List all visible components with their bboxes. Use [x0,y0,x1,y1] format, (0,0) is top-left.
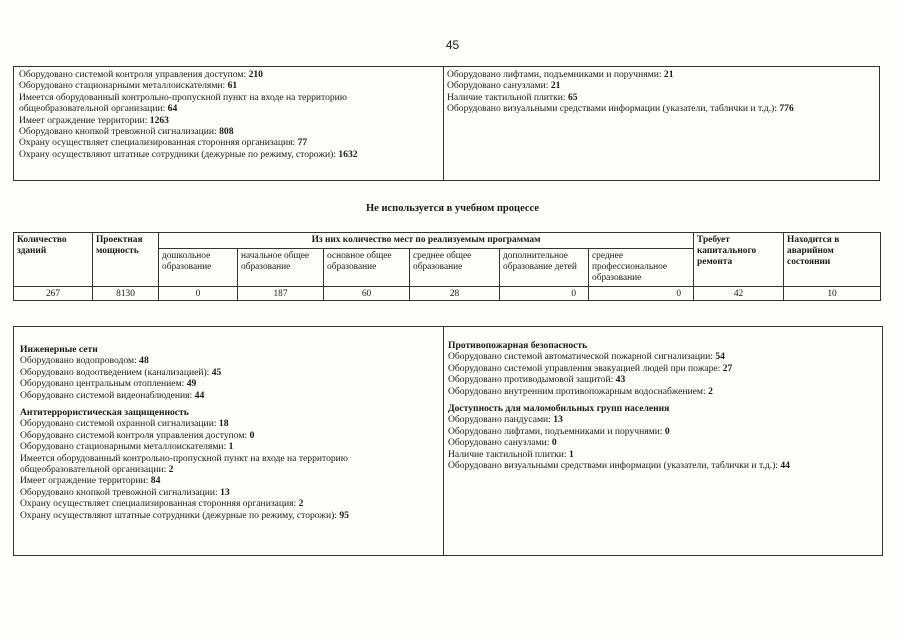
list-item: Оборудовано центральным отоплением: 49 [20,378,197,390]
column-header: Проектная мощность [93,233,159,287]
table-header-row [14,233,881,249]
list-item: Оборудовано стационарными металлоискателями: 61 [19,80,238,92]
column-header: дополнительное образование детей [500,249,589,287]
column-header: среднее профессиональное образование [589,249,694,287]
top-left-list [19,69,429,160]
list-item: Оборудовано противодымовой защитой: 43 [448,374,626,386]
list-item: Имеет ограждение территории: 84 [20,475,161,487]
table-cell: 0 [159,287,238,301]
list-item: Имеет ограждение территории: 1263 [19,114,169,126]
list-item: Оборудовано системой контроля управления доступом: 0 [20,429,255,441]
column-header: Требует капитального ремонта [694,233,784,287]
column-group-header: Из них количество мест по реализуемым программам [159,233,694,249]
column-header: Находится в аварийном состоянии [784,233,881,287]
list-item: Охрану осуществляет специализированная сторонняя организация: 77 [19,137,308,149]
list-item: Оборудовано кнопкой тревожной сигнализации: 808 [19,126,234,138]
table-cell: 42 [694,287,784,301]
table-cell: 28 [410,287,500,301]
table-cell: 267 [14,287,93,301]
list-item: Оборудовано визуальными средствами информации (указатели, таблички и т.д.): 776 [447,103,794,115]
list-item: Оборудовано водопроводом: 48 [20,355,149,367]
section-heading: Доступность для маломобильных групп населения [448,403,670,415]
list-item: Оборудовано системой управления эвакуацией людей при пожаре: 27 [448,362,733,374]
not-in-use-table [13,232,881,301]
list-item: Оборудовано системой контроля управления доступом: 210 [19,69,263,80]
list-item: Наличие тактильной плитки: 65 [447,91,578,103]
section-heading: Инженерные сети [20,344,98,355]
section-title: Не используется в учебном процессе [366,203,539,214]
list-item: Имеется оборудованный контрольно-пропускной пункт на входе на территорию [19,91,347,103]
list-item: Оборудовано пандусами: 13 [448,414,563,426]
list-item: Оборудовано санузлами: 21 [447,80,561,92]
table-cell: 60 [324,287,410,301]
list-item: Оборудовано кнопкой тревожной сигнализации: 13 [20,486,230,498]
list-item: общеобразовательной организации: 2 [20,464,174,476]
list-item: Охрану осуществляют штатные сотрудники (дежурные по режиму, сторожи): 1632 [19,148,358,160]
bottom-right-list [448,340,878,471]
table-cell: 187 [238,287,324,301]
top-right-list [447,69,877,115]
top-info-divider [443,66,444,181]
column-header: дошкольное образование [159,249,238,287]
table-cell: 0 [589,287,694,301]
list-item: общеобразовательной организации: 64 [19,103,178,115]
section-heading: Антитеррористическая защищенность [20,407,189,419]
table-row [14,287,881,301]
table-cell: 10 [784,287,881,301]
list-item: Охрану осуществляют штатные сотрудники (дежурные по режиму, сторожи): 95 [20,509,349,521]
bottom-left-list [20,344,430,521]
list-item: Оборудовано лифтами, подъемниками и поручнями: 0 [448,425,670,437]
column-header: Количество зданий [14,233,93,287]
list-item: Оборудовано санузлами: 0 [448,437,557,449]
list-item: Оборудовано системой автоматической пожарной сигнализации: 54 [448,351,725,363]
list-item: Имеется оборудованный контрольно-пропускной пункт на входе на территорию [20,452,348,464]
list-item: Оборудовано визуальными средствами информации (указатели, таблички и т.д.): 44 [448,460,790,472]
list-item: Оборудовано лифтами, подъемниками и поручнями: 21 [447,69,674,80]
section-heading: Противопожарная безопасность [448,340,588,351]
column-header: основное общее образование [324,249,410,287]
list-item: Оборудовано стационарными металлоискателями: 1 [20,441,234,453]
list-item: Охрану осуществляет специализированная сторонняя организация: 2 [20,498,304,510]
table-cell: 0 [500,287,589,301]
table-cell: 8130 [93,287,159,301]
list-item: Оборудовано внутренним противопожарным водоснабжением: 2 [448,385,713,397]
list-item: Оборудовано системой охранной сигнализации: 18 [20,418,229,430]
bottom-info-divider [443,326,444,556]
page-number: 45 [445,38,460,52]
list-item: Наличие тактильной плитки: 1 [448,448,574,460]
list-item: Оборудовано системой видеонаблюдения: 44 [20,389,205,401]
column-header: начальное общее образование [238,249,324,287]
list-item: Оборудовано водоотведением (канализацией): 45 [20,366,222,378]
column-header: среднее общее образование [410,249,500,287]
